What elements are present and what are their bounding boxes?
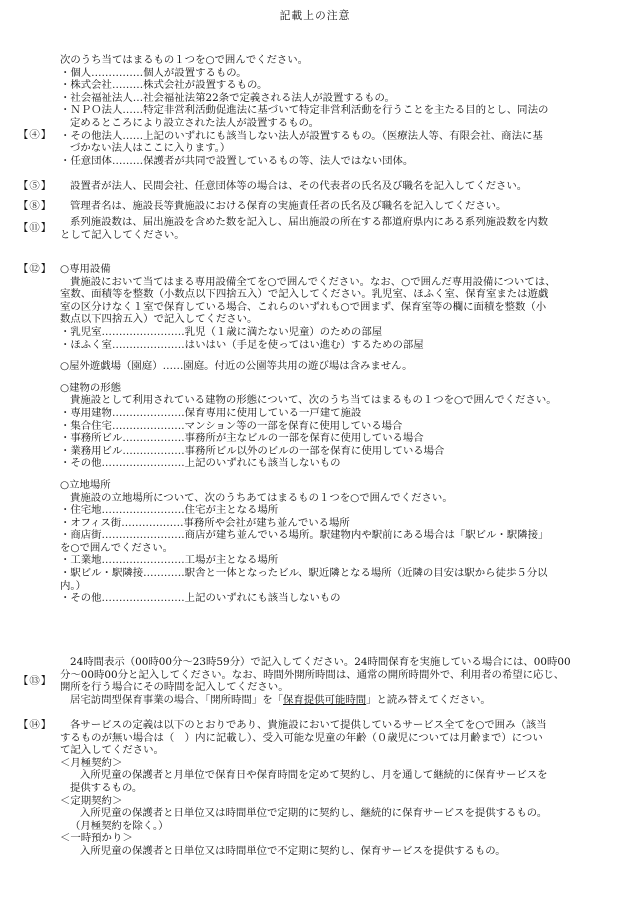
section-12-body xyxy=(60,263,620,605)
section-5-mark: 【⑤】 xyxy=(18,180,53,192)
text-line: 開所を行う場合にその時間を記入してください。 xyxy=(60,681,289,694)
text-line: 分～00時00分と記入してください。なお、時間外開所時間は、通常の開所時間外で、利用者の希望に応じ、 xyxy=(60,668,565,681)
text-line: 定めるところにより設立された法人が設置するもの。 xyxy=(70,116,319,129)
text-line: するものが無い場合は（ ）内に記載し）、受入可能な児童の年齢（０歳児については月齢まで）につい xyxy=(60,731,543,744)
section-11-mark: 【⑪】 xyxy=(18,222,53,234)
text-fragment: 居宅訪問型保育事業の場合、「開所時間」を「 xyxy=(70,693,284,706)
section-14-body xyxy=(60,719,620,858)
list-item: ・商店街……………………商店が建ち並んでいる場所。駅建物内や駅前にある場合は「駅ビル・駅隣接」 xyxy=(60,529,549,542)
text-line: を○で囲んでください。 xyxy=(60,541,173,554)
subheading: ○建物の形態 xyxy=(60,381,122,394)
list-item: ・集合住宅…………………マンション等の一部を保育に使用している場合 xyxy=(60,419,403,432)
section-13-mark: 【⑬】 xyxy=(18,675,53,687)
underlined-term: 保育提供可能時間 xyxy=(283,693,367,706)
text-line: 24時間表示（00時00分～23時59分）で記入してください。24時間保育を実施している場合には、00時00 xyxy=(70,656,571,668)
text-line xyxy=(60,694,620,707)
section-12-mark: 【⑫】 xyxy=(18,263,53,275)
list-item: ・社会福祉法人…社会福祉法第22条で定義される法人が設置するもの。 xyxy=(60,91,395,104)
subheading: ＜月極契約＞ xyxy=(60,756,123,769)
text-line: 入所児童の保護者と日単位又は時間単位で定期的に契約し、継続的に保育サービスを提供するもの。 xyxy=(80,807,548,820)
list-item: ・任意団体………保護者が共同で設置しているもの等、法人ではない団体。 xyxy=(60,154,414,167)
text-line: 提供するもの。 xyxy=(70,781,143,794)
text-fragment: 」と読み替えてください。 xyxy=(366,693,491,706)
list-item: ・業務用ビル………………事務所ビル以外のビルの一部を保育に使用している場合 xyxy=(60,444,445,457)
list-item: ・ＮＰＯ法人……特定非営利活動促進法に基づいて特定非営利活動を行うことを主たる目的とし、同法の xyxy=(60,104,549,117)
list-item: ・駅ビル・駅隣接…………駅舎と一体となったビル、駅近隣となる場所（近隣の目安は駅から徒歩５分以 xyxy=(60,567,548,580)
subheading: ＜定期契約＞ xyxy=(60,794,123,807)
text-line: として記入してください。 xyxy=(60,228,185,241)
list-item: ・事務所ビル………………事務所が主なビルの一部を保育に使用している場合 xyxy=(60,432,424,445)
text-line: 管理者名は、施設長等貴施設における保育の実施責任者の氏名及び職名を記入してください。 xyxy=(70,200,507,212)
section-8-body xyxy=(60,200,620,213)
section-4-body xyxy=(60,54,620,167)
text-line: 貴施設において当てはまる専用設備全てを○で囲んでください。なお、○で囲んだ専用設備については、 xyxy=(70,275,556,288)
text-line: 入所児童の保護者と月単位で保育日や保育時間を定めて契約し、月を通して継続的に保育サービスを xyxy=(80,769,548,782)
text-line: 次のうち当てはまるもの１つを○で囲んでください。 xyxy=(60,54,309,66)
text-line: て記入してください。 xyxy=(60,744,164,757)
list-item: ・住宅地……………………住宅が主となる場所 xyxy=(60,504,279,517)
list-item: ・株式会社………株式会社が設置するもの。 xyxy=(60,79,268,92)
page-title: 記載上の注意 xyxy=(279,9,351,22)
text-line: （月極契約を除く。） xyxy=(70,819,169,832)
section-13-body xyxy=(60,656,620,706)
text-line: 貴施設として利用されている建物の形態について、次のうち当てはまるもの１つを○で囲んでください。 xyxy=(70,394,557,407)
text-line: 系列施設数は、届出施設を含めた数を記入し、届出施設の所在する都道府県内にある系列施設数を内数 xyxy=(70,216,548,228)
text-line: づかない法人はここに入ります。） xyxy=(70,142,231,155)
list-item: ・個人……………個人が設置するもの。 xyxy=(60,66,247,79)
text-line: 内。） xyxy=(60,579,86,592)
text-line: 数点以下四捨五入）で記入してください。 xyxy=(60,313,258,326)
list-item: ・その他……………………上記のいずれにも該当しないもの xyxy=(60,457,341,470)
list-item: ・専用建物…………………保育専用に使用している一戸建て施設 xyxy=(60,406,362,419)
list-item: ・乳児室……………………乳児（１歳に満たない児童）のための部屋 xyxy=(60,325,383,338)
section-8-mark: 【⑧】 xyxy=(18,200,53,212)
list-item: ・工業地……………………工場が主となる場所 xyxy=(60,554,279,567)
list-item: ・ほふく室…………………はいはい（手足を使ってはい進む）するための部屋 xyxy=(60,338,424,351)
subheading: ○屋外遊戯場（園庭）……園庭。付近の公園等共用の遊び場は含みません。 xyxy=(60,360,413,373)
list-item: ・オフィス街………………事務所や会社が建ち並んでいる場所 xyxy=(60,516,350,529)
section-11-body xyxy=(60,216,620,241)
subheading: ＜一時預かり＞ xyxy=(60,832,133,845)
section-5-body xyxy=(60,180,620,193)
text-line: 室の区分けなく１室で保育している場合、これらのいずれも○で囲まず、保育室等の欄に面積を整数（小 xyxy=(60,300,547,313)
text-line: 各サービスの定義は以下のとおりであり、貴施設において提供しているサービス全てを○で囲み（該当 xyxy=(70,719,547,731)
text-line: 室数、面積等を整数（小数点以下四捨五入）で記入してください。乳児室、ほふく室、保育室または遊戯 xyxy=(60,288,549,301)
section-4-mark: 【④】 xyxy=(18,129,53,141)
subheading: ○専用設備 xyxy=(60,263,111,275)
text-line: 入所児童の保護者と日単位又は時間単位で不定期に契約し、保育サービスを提供するもの。 xyxy=(80,844,506,857)
list-item: ・その他法人……上記のいずれにも該当しない法人が設置するもの。（医療法人等、有限会社、商法に基 xyxy=(60,129,543,142)
list-item: ・その他……………………上記のいずれにも該当しないもの xyxy=(60,592,341,605)
subheading: ○立地場所 xyxy=(60,478,111,491)
text-line: 貴施設の立地場所について、次のうちあてはまるもの１つを○で囲んでください。 xyxy=(70,491,453,504)
section-14-mark: 【⑭】 xyxy=(18,719,53,731)
text-line: 設置者が法人、民間会社、任意団体等の場合は、その代表者の氏名及び職名を記入してください。 xyxy=(70,180,528,192)
